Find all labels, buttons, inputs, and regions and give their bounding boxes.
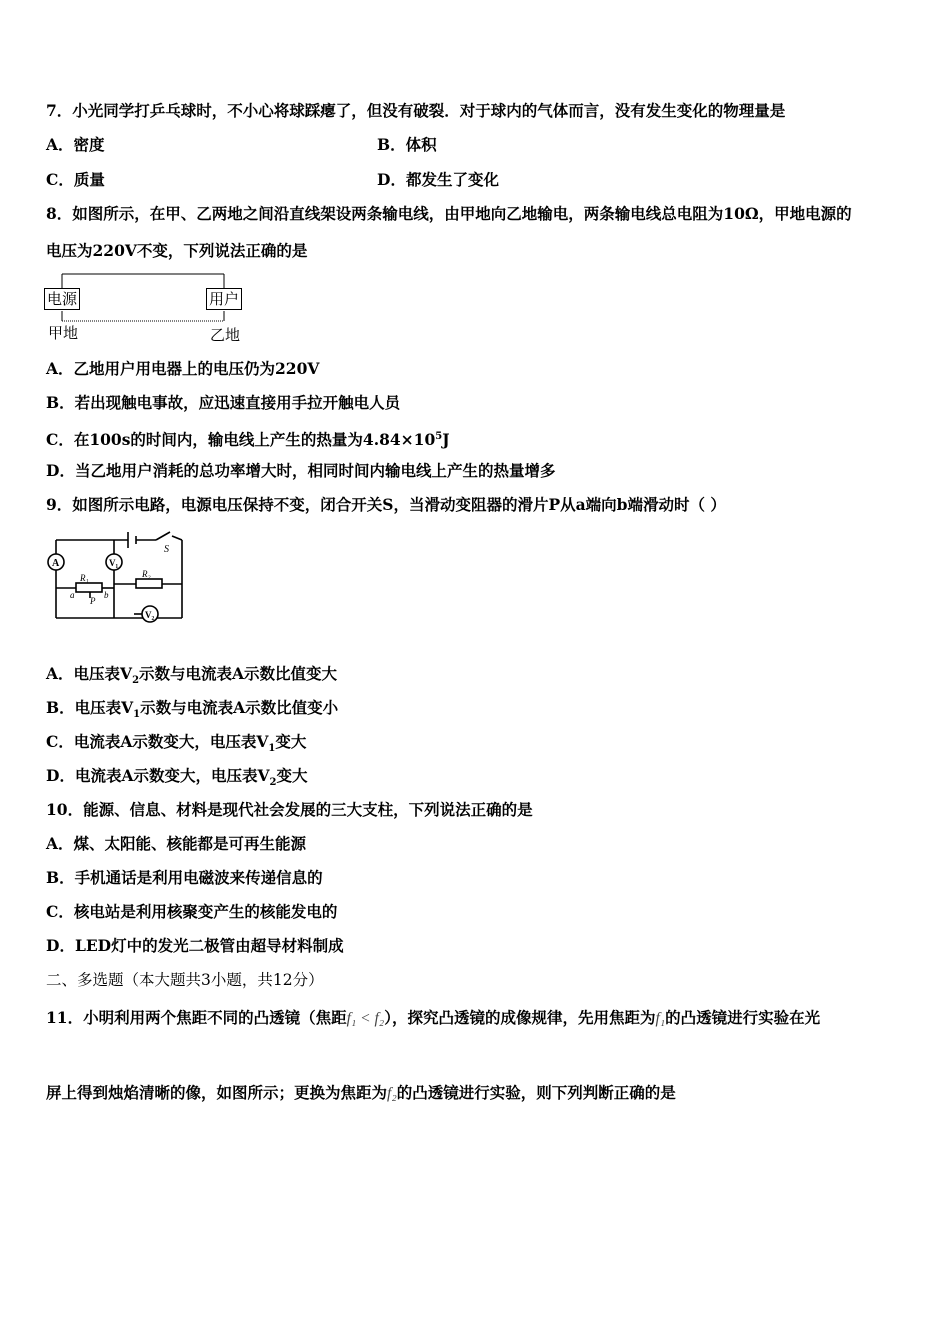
switch-label: S [164, 544, 169, 555]
q10-option-b: B．手机通话是利用电磁波来传递信息的 [46, 868, 323, 887]
place-a-label: 甲地 [48, 324, 79, 342]
r2-label: R₂ [142, 569, 151, 579]
v1-label: V₁ [109, 558, 119, 568]
q8-option-a: A．乙地用户用电器上的电压仍为220V [46, 359, 320, 378]
q10-option-c: C．核电站是利用核聚变产生的核能发电的 [46, 902, 338, 921]
q7-option-c: C．质量 [46, 170, 105, 189]
q9-option-b: B．电压表$V_1$示数与电流表A示数比值变小 [46, 698, 339, 721]
q11-line1: 11．小明利用两个焦距不同的凸透镜（焦距f₁ < f₂），探究凸透镜的成像规律，先用焦距为f₁的凸透镜进行实验在光 [46, 1008, 821, 1027]
q7-option-d: D．都发生了变化 [377, 170, 499, 189]
q9-option-d: D．电流表A示数变大，电压表$V_2$变大 [46, 766, 308, 789]
circuit-diagram [44, 526, 194, 630]
v2-label: V₂ [145, 610, 155, 620]
q10-stem: 10．能源、信息、材料是现代社会发展的三大支柱，下列说法正确的是 [46, 800, 533, 819]
terminal-b-label: b [104, 590, 109, 600]
r1-label: R₁ [80, 573, 89, 583]
power-source-box: 电源 [44, 288, 80, 310]
q8-figure [44, 270, 254, 344]
terminal-a-label: a [70, 590, 75, 600]
q8-option-b: B．若出现触电事故，应迅速直接用手拉开触电人员 [46, 393, 401, 412]
slider-p-label: P [90, 596, 96, 606]
q8-stem-line1: 8．如图所示，在甲、乙两地之间沿直线架设两条输电线，由甲地向乙地输电，两条输电线总电阻为10Ω，甲地电源的 [46, 204, 852, 223]
q11-line2: 屏上得到烛焰清晰的像，如图所示；更换为焦距为f₂的凸透镜进行实验，则下列判断正确的是 [46, 1083, 676, 1102]
place-b-label: 乙地 [210, 326, 241, 344]
q8-option-d: D．当乙地用户消耗的总功率增大时，相同时间内输电线上产生的热量增多 [46, 461, 556, 480]
focal-f2: f₂ [387, 1085, 397, 1102]
q7-stem: 7．小光同学打乒乓球时，不小心将球踩瘪了，但没有破裂．对于球内的气体而言，没有发生变化的物理量是 [46, 101, 786, 120]
q9-stem: 9．如图所示电路，电源电压保持不变，闭合开关S，当滑动变阻器的滑片P从a端向b端滑动时（ ） [46, 495, 726, 514]
focal-relation: f₁ < f₂ [346, 1010, 385, 1027]
q8-stem-line2: 电压为220V不变，下列说法正确的是 [46, 241, 308, 260]
q9-circuit-figure [44, 526, 194, 630]
q10-option-d: D．LED灯中的发光二极管由超导材料制成 [46, 936, 344, 955]
q9-option-c: C．电流表A示数变大，电压表$V_1$变大 [46, 732, 307, 755]
ammeter-label: A [52, 558, 60, 569]
q9-option-a: A．电压表$V_2$示数与电流表A示数比值变大 [46, 664, 338, 687]
section-heading: 二、多选题（本大题共3小题，共12分） [46, 971, 324, 989]
focal-f1: f₁ [655, 1010, 666, 1027]
q7-option-b: B．体积 [377, 135, 437, 154]
q8-option-c: C．在100s的时间内，输电线上产生的热量为$4.84\times 10^5J$ [46, 430, 450, 450]
user-box: 用户 [206, 288, 242, 310]
q10-option-a: A．煤、太阳能、核能都是可再生能源 [46, 834, 307, 853]
q7-option-a: A．密度 [46, 135, 105, 154]
